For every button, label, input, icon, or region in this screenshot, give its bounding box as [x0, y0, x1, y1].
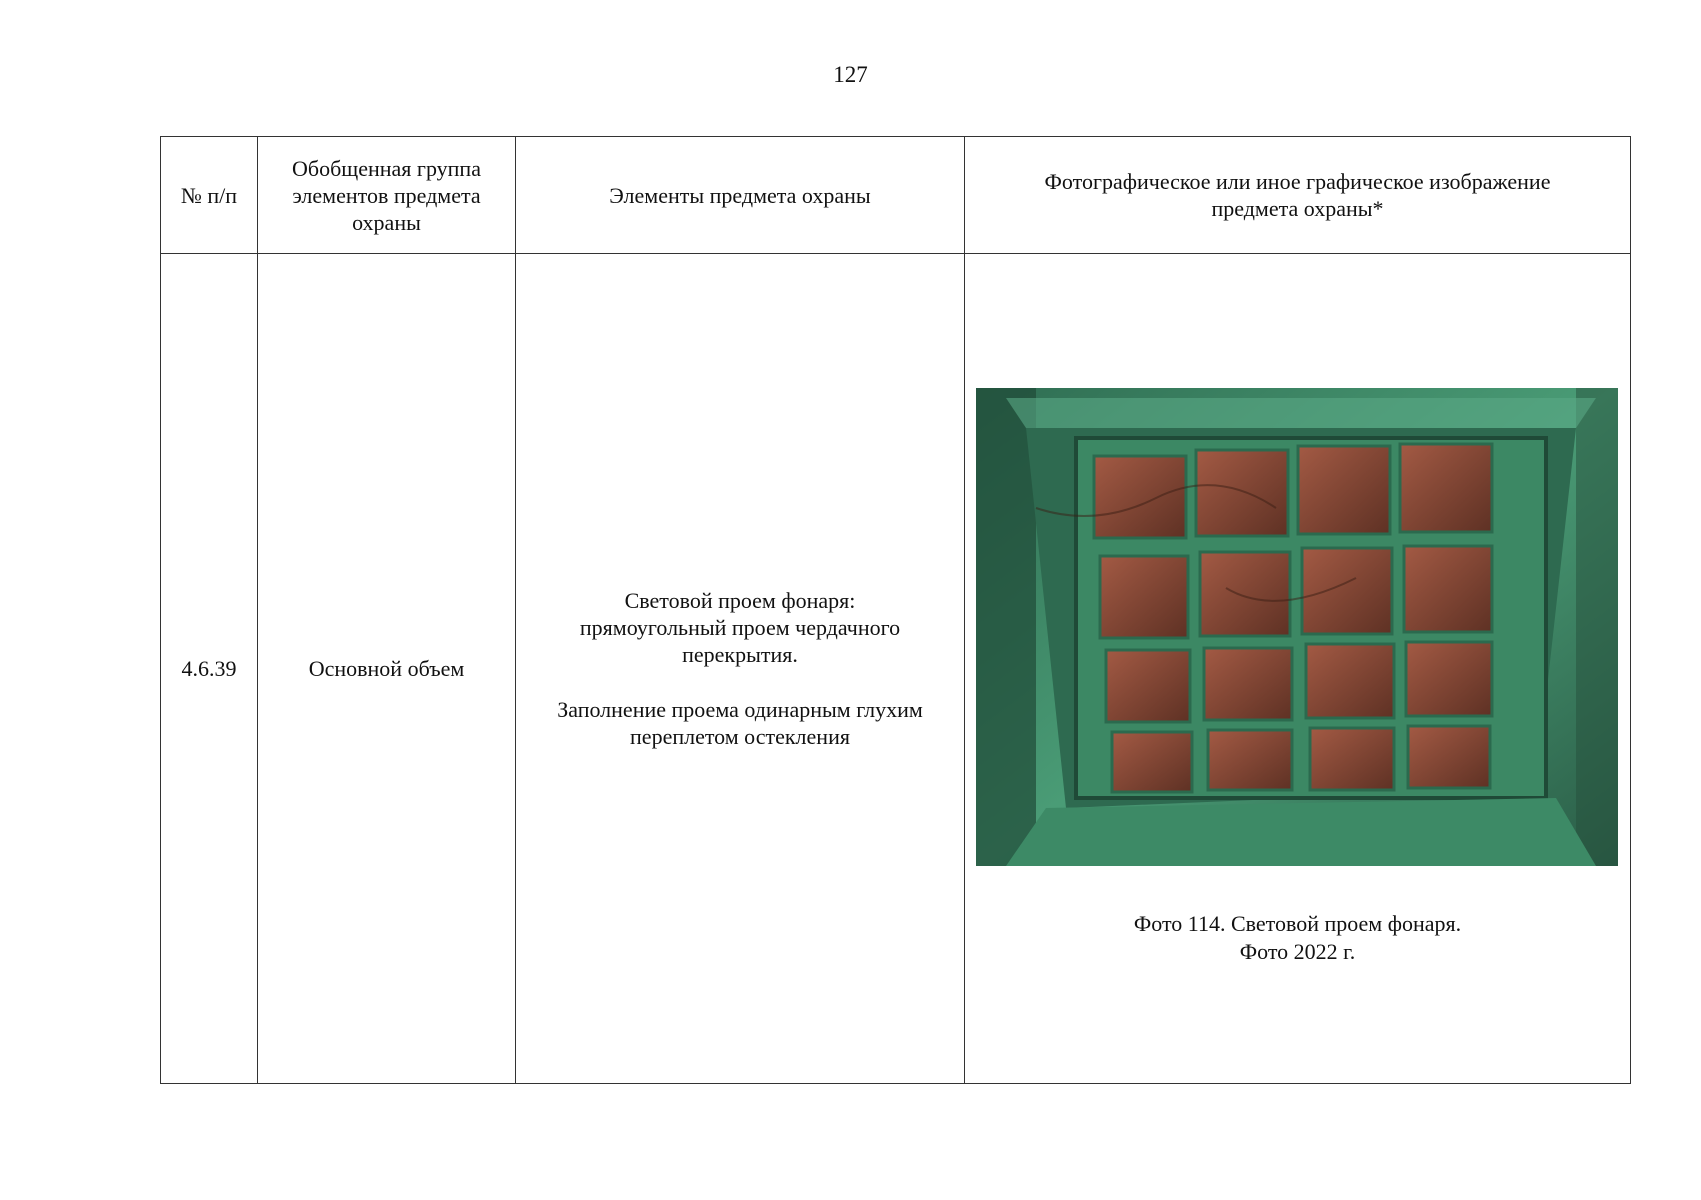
row-description: [516, 254, 965, 1084]
photo-caption: [965, 910, 1630, 966]
protection-table: [160, 136, 1631, 1084]
header-elements: Элементы предмета охраны: [516, 137, 965, 254]
table-row: [161, 254, 1631, 1084]
page-number: 127: [833, 62, 868, 87]
row-image-cell: [965, 254, 1631, 1084]
skylight-photo-drawing: [976, 388, 1618, 866]
row-number: 4.6.39: [161, 254, 258, 1084]
table-header-row: [161, 137, 1631, 254]
header-group: Обобщенная группа элементов предмета охраны: [258, 137, 516, 254]
caption-line-2: Фото 2022 г.: [1239, 939, 1356, 964]
description-line-2: Заполнение проема одинарным глухим переплетом остекления: [557, 697, 923, 749]
row-group: Основной объем: [258, 254, 516, 1084]
header-number: № п/п: [161, 137, 258, 254]
caption-line-1: Фото 114. Световой проем фонаря.: [1133, 911, 1462, 936]
skylight-photo: [976, 388, 1618, 866]
description-line-1: Световой проем фонаря: прямоугольный проем чердачного перекрытия.: [579, 588, 901, 667]
header-image: Фотографическое или иное графическое изображение предмета охраны*: [965, 137, 1631, 254]
